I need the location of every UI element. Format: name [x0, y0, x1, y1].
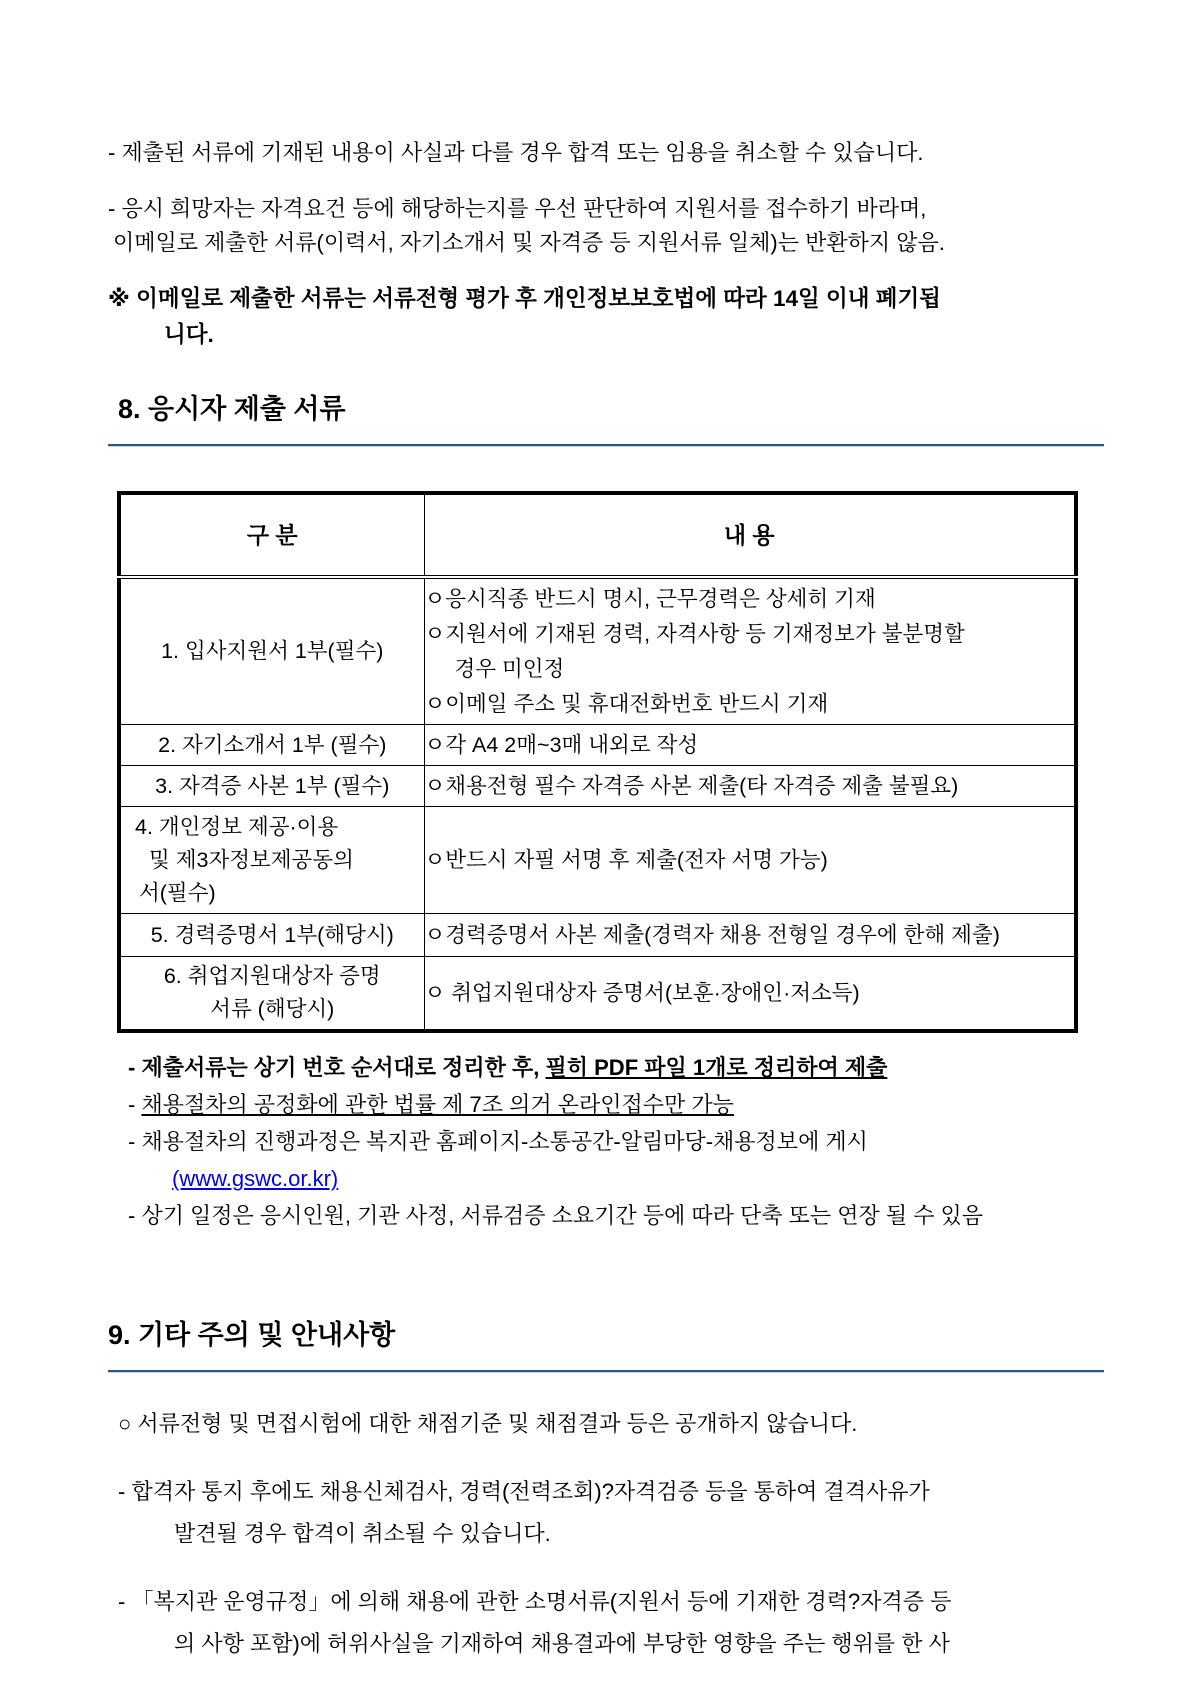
item-3-line-2: 의 사항 포함)에 허위사실을 기재하여 채용결과에 부당한 영향을 주는 행위를 한 사	[174, 1631, 950, 1656]
intro-line-3: 이메일로 제출한 서류(이력서, 자기소개서 및 자격증 등 지원서류 일체)는 반환하지 않음.	[113, 230, 945, 255]
intro-note-line-2: 니다.	[164, 322, 214, 347]
note-1-underlined: 필히 PDF 파일 1개로 정리하여 제출	[545, 1055, 888, 1080]
category-cell	[119, 957, 424, 1032]
section-8-title: 8. 응시자 제출 서류	[118, 394, 346, 424]
intro-paragraph-2	[108, 194, 1104, 258]
category-cell	[119, 725, 424, 766]
category-text: 5. 경력증명서 1부(해당시)	[150, 922, 394, 947]
category-text: 및 제3자정보제공동의	[149, 847, 354, 872]
content-cell	[424, 577, 1076, 725]
item-2-line-2: 발견될 경우 합격이 취소될 수 있습니다.	[174, 1521, 551, 1546]
category-text: 6. 취업지원대상자 증명	[163, 964, 381, 988]
category-text: 2. 자기소개서 1부 (필수)	[158, 732, 387, 757]
item-3-line-1: - 「복지관 운영규정」에 의해 채용에 관한 소명서류(지원서 등에 기재한 경력?자격증 등	[118, 1589, 952, 1614]
section-9-item-3	[118, 1585, 1104, 1661]
section-9-divider	[108, 1370, 1104, 1373]
category-cell	[119, 914, 424, 957]
section-9-item-1: ○ 서류전형 및 면접시험에 대한 채점기준 및 채점결과 등은 공개하지 않습니다.	[118, 1411, 858, 1436]
content-cell	[424, 766, 1076, 807]
content-line: ㅇ경력증명서 사본 제출(경력자 채용 전형일 경우에 한해 제출)	[424, 922, 1000, 947]
category-text: 1. 입사지원서 1부(필수)	[161, 639, 384, 663]
intro-note	[108, 284, 1104, 350]
content-line: ㅇ반드시 자필 서명 후 제출(전자 서명 가능)	[424, 847, 828, 872]
content-line: ㅇ응시직종 반드시 명시, 근무경력은 상세히 기재	[424, 586, 876, 611]
content-line: ㅇ채용전형 필수 자격증 사본 제출(타 자격증 제출 불필요)	[424, 773, 959, 798]
note-2-prefix: -	[128, 1092, 142, 1117]
section-8-divider	[108, 444, 1104, 447]
category-cell	[119, 766, 424, 807]
table-row	[119, 725, 1076, 766]
table-row	[119, 807, 1076, 914]
content-cell	[424, 807, 1076, 914]
content-cell	[424, 914, 1076, 957]
category-text: 서(필수)	[139, 880, 216, 905]
intro-note-line-1: ※ 이메일로 제출한 서류는 서류전형 평가 후 개인정보보호법에 따라 14일 이내 폐기됩	[108, 286, 941, 311]
section-9	[108, 1320, 1104, 1661]
note-item-2	[128, 1086, 1104, 1123]
table-header-row	[119, 493, 1076, 577]
note-item-3: - 채용절차의 진행과정은 복지관 홈페이지-소통공간-알림마당-채용정보에 게시	[128, 1129, 868, 1154]
content-cell	[424, 957, 1076, 1032]
note-1-prefix: - 제출서류는 상기 번호 순서대로 정리한 후,	[128, 1055, 546, 1080]
table-row	[119, 577, 1076, 725]
note-2-underlined: 채용절차의 공정화에 관한 법률 제 7조 의거 온라인접수만 가능	[141, 1092, 734, 1117]
content-cell	[424, 725, 1076, 766]
table-row	[119, 766, 1076, 807]
content-line: 경우 미인정	[454, 656, 565, 681]
content-line: ㅇ이메일 주소 및 휴대전화번호 반드시 기재	[424, 691, 829, 716]
website-link[interactable]: (www.gswc.or.kr)	[172, 1166, 339, 1191]
category-cell	[119, 577, 424, 725]
item-2-line-1: - 합격자 통지 후에도 채용신체검사, 경력(전력조회)?자격검증 등을 통하여 결격사유가	[118, 1479, 930, 1504]
content-line: ㅇ각 A4 2매~3매 내외로 작성	[424, 732, 699, 757]
category-cell	[119, 807, 424, 914]
note-item-3-link-line	[128, 1160, 1104, 1197]
table-notes	[128, 1049, 1104, 1234]
table-row	[119, 914, 1076, 957]
intro-line-2: - 응시 희망자는 자격요건 등에 해당하는지를 우선 판단하여 지원서를 접수하기 바라며,	[108, 196, 927, 221]
content-line: ㅇ지원서에 기재된 경력, 자격사항 등 기재정보가 불분명할	[424, 621, 965, 646]
intro-line-1: - 제출된 서류에 기재된 내용이 사실과 다를 경우 합격 또는 임용을 취소할 수 있습니다.	[108, 140, 924, 165]
note-item-4: - 상기 일정은 응시인원, 기관 사정, 서류검증 소요기간 등에 따라 단축 또는 연장 될 수 있음	[128, 1203, 984, 1228]
column-header-category: 구 분	[119, 493, 424, 577]
table-row	[119, 957, 1076, 1032]
section-9-item-2	[118, 1475, 1104, 1551]
category-text: 3. 자격증 사본 1부 (필수)	[155, 773, 390, 798]
note-item-1	[128, 1049, 1104, 1086]
content-line: ㅇ 취업지원대상자 증명서(보훈·장애인·저소득)	[424, 980, 860, 1005]
category-text: 4. 개인정보 제공·이용	[135, 814, 339, 839]
section-9-title: 9. 기타 주의 및 안내사항	[108, 1320, 396, 1350]
intro-paragraph-1	[108, 138, 1104, 168]
submission-documents-table	[117, 491, 1078, 1033]
column-header-content: 내 용	[424, 493, 1076, 577]
category-text: 서류 (해당시)	[210, 997, 335, 1021]
